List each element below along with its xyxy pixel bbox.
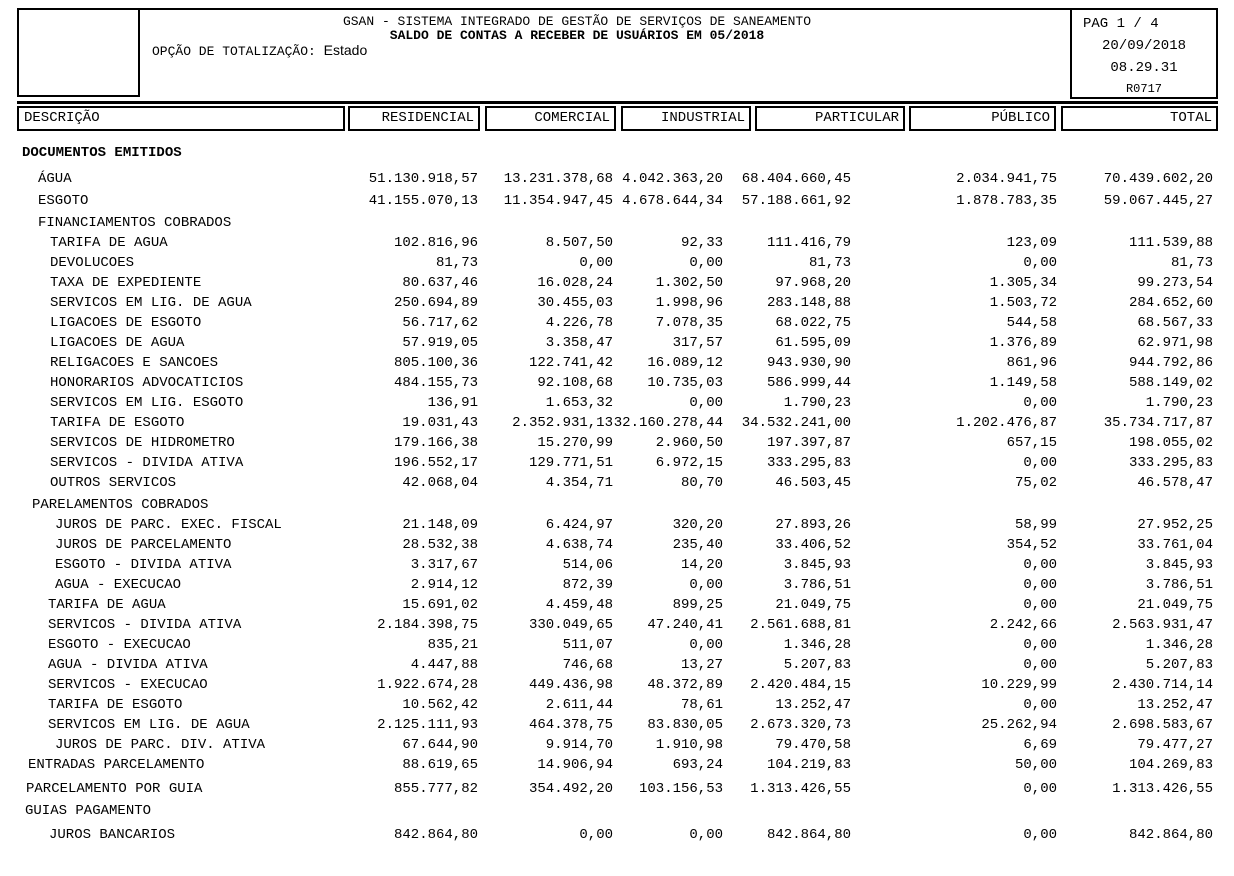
cell-publico: 58,99 xyxy=(1014,517,1057,533)
row-label: ESGOTO xyxy=(38,193,89,209)
table-row xyxy=(0,213,1234,233)
cell-residencial: 56.717,62 xyxy=(402,315,478,331)
cell-comercial: 13.231.378,68 xyxy=(503,171,613,187)
cell-particular: 104.219,83 xyxy=(766,757,851,773)
cell-total: 111.539,88 xyxy=(1128,235,1213,251)
cell-publico: 0,00 xyxy=(1023,255,1057,271)
cell-comercial: 16.028,24 xyxy=(537,275,613,291)
cell-industrial: 16.089,12 xyxy=(647,355,723,371)
table-row xyxy=(0,253,1234,273)
cell-industrial: 235,40 xyxy=(672,537,723,553)
cell-industrial: 4.678.644,34 xyxy=(622,193,723,209)
cell-total: 2.430.714,14 xyxy=(1112,677,1213,693)
row-label: OUTROS SERVICOS xyxy=(50,475,177,491)
cell-particular: 21.049,75 xyxy=(775,597,851,613)
header-top-rule xyxy=(17,8,1218,10)
cell-particular: 1.346,28 xyxy=(783,637,851,653)
column-header-total: TOTAL xyxy=(1061,106,1218,131)
cell-particular: 2.420.484,15 xyxy=(750,677,851,693)
cell-publico: 1.503,72 xyxy=(989,295,1057,311)
cell-comercial: 0,00 xyxy=(579,827,613,843)
cell-particular: 283.148,88 xyxy=(766,295,851,311)
table-row xyxy=(0,535,1234,555)
row-label: GUIAS PAGAMENTO xyxy=(25,803,152,819)
row-label: SERVICOS - DIVIDA ATIVA xyxy=(48,617,242,633)
totalization-line xyxy=(152,43,367,59)
cell-residencial: 67.644,90 xyxy=(402,737,478,753)
report-code: R0717 xyxy=(1125,82,1162,96)
cell-industrial: 0,00 xyxy=(689,395,723,411)
table-row xyxy=(0,413,1234,433)
row-label: DEVOLUCOES xyxy=(50,255,135,271)
table-row xyxy=(0,453,1234,473)
cell-industrial: 0,00 xyxy=(689,255,723,271)
cell-particular: 68.404.660,45 xyxy=(741,171,851,187)
cell-residencial: 196.552,17 xyxy=(393,455,478,471)
cell-publico: 2.034.941,75 xyxy=(956,171,1057,187)
cell-total: 198.055,02 xyxy=(1128,435,1213,451)
row-label: PARELAMENTOS COBRADOS xyxy=(32,497,209,513)
row-label: TARIFA DE AGUA xyxy=(48,597,166,613)
table-row xyxy=(0,433,1234,453)
cell-publico: 544,58 xyxy=(1006,315,1057,331)
cell-industrial: 693,24 xyxy=(672,757,723,773)
cell-industrial: 7.078,35 xyxy=(655,315,723,331)
column-header-residencial: RESIDENCIAL xyxy=(348,106,480,131)
row-label: AGUA - DIVIDA ATIVA xyxy=(48,657,208,673)
cell-total: 33.761,04 xyxy=(1137,537,1213,553)
row-label: SERVICOS EM LIG. DE AGUA xyxy=(48,717,250,733)
column-header-comercial: COMERCIAL xyxy=(485,106,616,131)
cell-industrial: 1.998,96 xyxy=(655,295,723,311)
row-label: JUROS BANCARIOS xyxy=(49,827,176,843)
row-label: SERVICOS - DIVIDA ATIVA xyxy=(50,455,244,471)
cell-publico: 0,00 xyxy=(1023,781,1057,797)
cell-total: 104.269,83 xyxy=(1128,757,1213,773)
cell-publico: 123,09 xyxy=(1006,235,1057,251)
cell-publico: 0,00 xyxy=(1023,827,1057,843)
cell-publico: 0,00 xyxy=(1023,697,1057,713)
cell-residencial: 19.031,43 xyxy=(402,415,478,431)
cell-total: 944.792,86 xyxy=(1128,355,1213,371)
cell-publico: 1.376,89 xyxy=(989,335,1057,351)
table-row xyxy=(0,655,1234,675)
cell-total: 46.578,47 xyxy=(1137,475,1213,491)
cell-total: 59.067.445,27 xyxy=(1103,193,1213,209)
cell-total: 284.652,60 xyxy=(1128,295,1213,311)
table-row xyxy=(0,575,1234,595)
cell-particular: 68.022,75 xyxy=(775,315,851,331)
table-row xyxy=(0,273,1234,293)
cell-residencial: 2.184.398,75 xyxy=(377,617,478,633)
cell-publico: 50,00 xyxy=(1014,757,1057,773)
cell-particular: 33.406,52 xyxy=(775,537,851,553)
cell-industrial: 899,25 xyxy=(672,597,723,613)
cell-publico: 0,00 xyxy=(1023,637,1057,653)
table-row xyxy=(0,801,1234,821)
cell-publico: 2.242,66 xyxy=(989,617,1057,633)
cell-publico: 861,96 xyxy=(1006,355,1057,371)
row-label: TARIFA DE ESGOTO xyxy=(48,697,183,713)
table-row xyxy=(0,515,1234,535)
row-label: RELIGACOES E SANCOES xyxy=(50,355,219,371)
cell-particular: 97.968,20 xyxy=(775,275,851,291)
cell-industrial: 48.372,89 xyxy=(647,677,723,693)
cell-particular: 586.999,44 xyxy=(766,375,851,391)
cell-particular: 1.313.426,55 xyxy=(750,781,851,797)
cell-residencial: 179.166,38 xyxy=(393,435,478,451)
column-header-industrial: INDUSTRIAL xyxy=(621,106,751,131)
row-label: ÁGUA xyxy=(38,171,72,187)
cell-publico: 354,52 xyxy=(1006,537,1057,553)
cell-particular: 46.503,45 xyxy=(775,475,851,491)
row-label: FINANCIAMENTOS COBRADOS xyxy=(38,215,232,231)
cell-industrial: 32.160.278,44 xyxy=(613,415,723,431)
cell-comercial: 30.455,03 xyxy=(537,295,613,311)
cell-industrial: 14,20 xyxy=(680,557,723,573)
cell-comercial: 872,39 xyxy=(562,577,613,593)
cell-industrial: 6.972,15 xyxy=(655,455,723,471)
table-row xyxy=(0,695,1234,715)
cell-total: 2.698.583,67 xyxy=(1112,717,1213,733)
cell-total: 1.313.426,55 xyxy=(1112,781,1213,797)
row-label: TARIFA DE ESGOTO xyxy=(50,415,185,431)
table-row xyxy=(0,555,1234,575)
cell-particular: 61.595,09 xyxy=(775,335,851,351)
cell-publico: 0,00 xyxy=(1023,597,1057,613)
cell-total: 21.049,75 xyxy=(1137,597,1213,613)
cell-comercial: 449.436,98 xyxy=(528,677,613,693)
table-row xyxy=(0,755,1234,775)
cell-industrial: 83.830,05 xyxy=(647,717,723,733)
cell-residencial: 136,91 xyxy=(427,395,478,411)
cell-comercial: 92.108,68 xyxy=(537,375,613,391)
cell-comercial: 129.771,51 xyxy=(528,455,613,471)
table-row xyxy=(0,735,1234,755)
row-label: DOCUMENTOS EMITIDOS xyxy=(22,145,182,161)
cell-residencial: 855.777,82 xyxy=(393,781,478,797)
table-row xyxy=(0,293,1234,313)
cell-total: 13.252,47 xyxy=(1137,697,1213,713)
cell-residencial: 2.914,12 xyxy=(410,577,478,593)
cell-particular: 842.864,80 xyxy=(766,827,851,843)
table-row xyxy=(0,779,1234,799)
cell-comercial: 8.507,50 xyxy=(545,235,613,251)
cell-publico: 0,00 xyxy=(1023,395,1057,411)
cell-particular: 2.673.320,73 xyxy=(750,717,851,733)
cell-particular: 57.188.661,92 xyxy=(741,193,851,209)
table-row xyxy=(0,313,1234,333)
row-label: TAXA DE EXPEDIENTE xyxy=(50,275,202,291)
cell-comercial: 9.914,70 xyxy=(545,737,613,753)
cell-comercial: 11.354.947,45 xyxy=(503,193,613,209)
cell-comercial: 3.358,47 xyxy=(545,335,613,351)
cell-industrial: 80,70 xyxy=(680,475,723,491)
cell-residencial: 88.619,65 xyxy=(402,757,478,773)
cell-particular: 943.930,90 xyxy=(766,355,851,371)
cell-comercial: 14.906,94 xyxy=(537,757,613,773)
row-label: ESGOTO - DIVIDA ATIVA xyxy=(55,557,232,573)
cell-industrial: 4.042.363,20 xyxy=(622,171,723,187)
cell-comercial: 2.611,44 xyxy=(545,697,613,713)
table-row xyxy=(0,675,1234,695)
cell-total: 588.149,02 xyxy=(1128,375,1213,391)
report-time: 08.29.31 xyxy=(1110,60,1178,76)
table-row xyxy=(0,715,1234,735)
table-row xyxy=(0,233,1234,253)
cell-total: 35.734.717,87 xyxy=(1103,415,1213,431)
cell-publico: 10.229,99 xyxy=(981,677,1057,693)
table-row xyxy=(0,615,1234,635)
table-row xyxy=(0,825,1234,845)
cell-industrial: 10.735,03 xyxy=(647,375,723,391)
table-row xyxy=(0,595,1234,615)
row-label: SERVICOS EM LIG. DE AGUA xyxy=(50,295,252,311)
cell-comercial: 122.741,42 xyxy=(528,355,613,371)
cell-residencial: 484.155,73 xyxy=(393,375,478,391)
cell-industrial: 78,61 xyxy=(680,697,723,713)
cell-particular: 13.252,47 xyxy=(775,697,851,713)
cell-industrial: 0,00 xyxy=(689,577,723,593)
cell-residencial: 102.816,96 xyxy=(393,235,478,251)
table-row xyxy=(0,635,1234,655)
cell-particular: 34.532.241,00 xyxy=(741,415,851,431)
cell-total: 3.786,51 xyxy=(1145,577,1213,593)
cell-residencial: 41.155.070,13 xyxy=(368,193,478,209)
cell-residencial: 4.447,88 xyxy=(410,657,478,673)
table-row xyxy=(0,373,1234,393)
page-number: PAG 1 / 4 xyxy=(1083,16,1159,32)
cell-industrial: 47.240,41 xyxy=(647,617,723,633)
cell-total: 62.971,98 xyxy=(1137,335,1213,351)
cell-residencial: 42.068,04 xyxy=(402,475,478,491)
cell-total: 842.864,80 xyxy=(1128,827,1213,843)
table-row xyxy=(0,143,1234,163)
row-label: ENTRADAS PARCELAMENTO xyxy=(28,757,205,773)
cell-residencial: 80.637,46 xyxy=(402,275,478,291)
cell-industrial: 103.156,53 xyxy=(638,781,723,797)
table-row xyxy=(0,333,1234,353)
cell-particular: 333.295,83 xyxy=(766,455,851,471)
cell-comercial: 4.638,74 xyxy=(545,537,613,553)
column-header-particular: PARTICULAR xyxy=(755,106,905,131)
row-label: SERVICOS DE HIDROMETRO xyxy=(50,435,235,451)
row-label: SERVICOS - EXECUCAO xyxy=(48,677,208,693)
cell-total: 81,73 xyxy=(1170,255,1213,271)
cell-comercial: 354.492,20 xyxy=(528,781,613,797)
cell-comercial: 746,68 xyxy=(562,657,613,673)
cell-comercial: 4.354,71 xyxy=(545,475,613,491)
row-label: SERVICOS EM LIG. ESGOTO xyxy=(50,395,244,411)
cell-total: 79.477,27 xyxy=(1137,737,1213,753)
cell-publico: 657,15 xyxy=(1006,435,1057,451)
cell-particular: 27.893,26 xyxy=(775,517,851,533)
cell-comercial: 464.378,75 xyxy=(528,717,613,733)
row-label: AGUA - EXECUCAO xyxy=(55,577,182,593)
cell-residencial: 1.922.674,28 xyxy=(377,677,478,693)
logo-box xyxy=(17,8,140,97)
report-rows xyxy=(0,133,1234,845)
report-date: 20/09/2018 xyxy=(1101,38,1186,54)
cell-particular: 197.397,87 xyxy=(766,435,851,451)
cell-total: 68.567,33 xyxy=(1137,315,1213,331)
cell-particular: 1.790,23 xyxy=(783,395,851,411)
cell-comercial: 4.226,78 xyxy=(545,315,613,331)
row-label: HONORARIOS ADVOCATICIOS xyxy=(50,375,244,391)
table-row xyxy=(0,169,1234,189)
totalization-label: OPÇÃO DE TOTALIZAÇÃO: xyxy=(152,44,316,59)
row-label: LIGACOES DE AGUA xyxy=(50,335,185,351)
cell-particular: 2.561.688,81 xyxy=(750,617,851,633)
cell-total: 70.439.602,20 xyxy=(1103,171,1213,187)
cell-comercial: 1.653,32 xyxy=(545,395,613,411)
page-info-box xyxy=(1070,8,1218,99)
header-divider-rule xyxy=(17,101,1218,104)
cell-residencial: 2.125.111,93 xyxy=(377,717,478,733)
cell-total: 1.790,23 xyxy=(1145,395,1213,411)
table-row xyxy=(0,353,1234,373)
cell-industrial: 92,33 xyxy=(680,235,723,251)
cell-total: 5.207,83 xyxy=(1145,657,1213,673)
cell-particular: 3.845,93 xyxy=(783,557,851,573)
cell-residencial: 81,73 xyxy=(435,255,478,271)
column-header-publico: PÚBLICO xyxy=(909,106,1056,131)
report-title: GSAN - SISTEMA INTEGRADO DE GESTÃO DE SERVIÇOS DE SANEAMENTO xyxy=(342,14,812,29)
cell-residencial: 835,21 xyxy=(427,637,478,653)
cell-residencial: 21.148,09 xyxy=(402,517,478,533)
cell-total: 1.346,28 xyxy=(1145,637,1213,653)
cell-industrial: 2.960,50 xyxy=(655,435,723,451)
cell-publico: 0,00 xyxy=(1023,577,1057,593)
cell-industrial: 13,27 xyxy=(680,657,723,673)
cell-particular: 81,73 xyxy=(808,255,851,271)
column-header-descricao: DESCRIÇÃO xyxy=(17,106,345,131)
cell-comercial: 2.352.931,13 xyxy=(512,415,613,431)
cell-total: 333.295,83 xyxy=(1128,455,1213,471)
cell-total: 27.952,25 xyxy=(1137,517,1213,533)
cell-particular: 5.207,83 xyxy=(783,657,851,673)
row-label: ESGOTO - EXECUCAO xyxy=(48,637,191,653)
cell-residencial: 15.691,02 xyxy=(402,597,478,613)
cell-total: 3.845,93 xyxy=(1145,557,1213,573)
cell-residencial: 10.562,42 xyxy=(402,697,478,713)
cell-comercial: 6.424,97 xyxy=(545,517,613,533)
totalization-value: Estado xyxy=(323,42,368,58)
cell-comercial: 15.270,99 xyxy=(537,435,613,451)
cell-publico: 75,02 xyxy=(1014,475,1057,491)
cell-industrial: 1.910,98 xyxy=(655,737,723,753)
cell-publico: 1.305,34 xyxy=(989,275,1057,291)
report-header xyxy=(140,15,1014,43)
cell-particular: 3.786,51 xyxy=(783,577,851,593)
cell-residencial: 28.532,38 xyxy=(402,537,478,553)
cell-residencial: 805.100,36 xyxy=(393,355,478,371)
cell-industrial: 1.302,50 xyxy=(655,275,723,291)
cell-residencial: 842.864,80 xyxy=(393,827,478,843)
cell-publico: 1.149,58 xyxy=(989,375,1057,391)
cell-comercial: 511,07 xyxy=(562,637,613,653)
cell-industrial: 320,20 xyxy=(672,517,723,533)
table-row xyxy=(0,191,1234,211)
table-row xyxy=(0,473,1234,493)
table-row xyxy=(0,495,1234,515)
cell-publico: 25.262,94 xyxy=(981,717,1057,733)
cell-industrial: 0,00 xyxy=(689,637,723,653)
row-label: PARCELAMENTO POR GUIA xyxy=(26,781,203,797)
cell-publico: 0,00 xyxy=(1023,657,1057,673)
cell-publico: 1.202.476,87 xyxy=(956,415,1057,431)
cell-publico: 0,00 xyxy=(1023,455,1057,471)
report-subtitle: SALDO DE CONTAS A RECEBER DE USUÁRIOS EM 05/2018 xyxy=(389,28,765,43)
table-row xyxy=(0,393,1234,413)
cell-publico: 1.878.783,35 xyxy=(956,193,1057,209)
cell-total: 99.273,54 xyxy=(1137,275,1213,291)
cell-total: 2.563.931,47 xyxy=(1112,617,1213,633)
cell-industrial: 0,00 xyxy=(689,827,723,843)
cell-residencial: 3.317,67 xyxy=(410,557,478,573)
cell-particular: 79.470,58 xyxy=(775,737,851,753)
cell-comercial: 514,06 xyxy=(562,557,613,573)
row-label: JUROS DE PARC. EXEC. FISCAL xyxy=(55,517,282,533)
cell-residencial: 250.694,89 xyxy=(393,295,478,311)
cell-comercial: 4.459,48 xyxy=(545,597,613,613)
cell-industrial: 317,57 xyxy=(672,335,723,351)
cell-comercial: 0,00 xyxy=(579,255,613,271)
cell-comercial: 330.049,65 xyxy=(528,617,613,633)
cell-residencial: 51.130.918,57 xyxy=(368,171,478,187)
cell-publico: 6,69 xyxy=(1023,737,1057,753)
cell-particular: 111.416,79 xyxy=(766,235,851,251)
cell-publico: 0,00 xyxy=(1023,557,1057,573)
row-label: LIGACOES DE ESGOTO xyxy=(50,315,202,331)
cell-residencial: 57.919,05 xyxy=(402,335,478,351)
row-label: JUROS DE PARC. DIV. ATIVA xyxy=(55,737,266,753)
row-label: TARIFA DE AGUA xyxy=(50,235,168,251)
row-label: JUROS DE PARCELAMENTO xyxy=(55,537,232,553)
